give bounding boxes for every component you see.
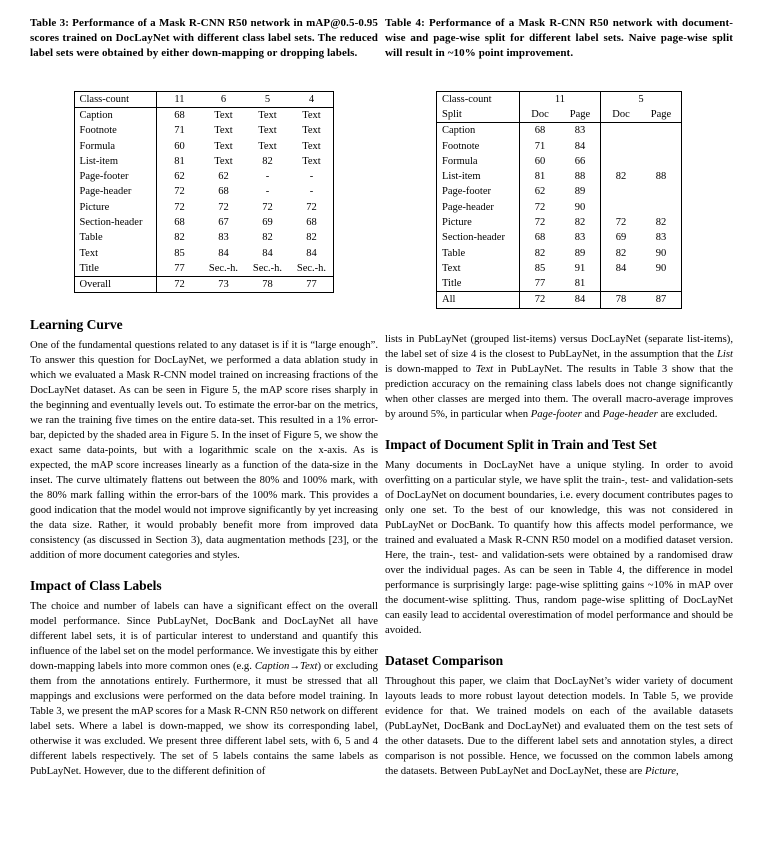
section-heading-learning-curve: Learning Curve [30, 317, 123, 333]
value-cell: 62 [174, 171, 185, 183]
table4-row [437, 246, 682, 261]
value-cell [641, 200, 682, 215]
row-label-cell: Table [74, 230, 157, 245]
table4-row [437, 200, 682, 215]
value-cell: 71 [174, 125, 185, 137]
table3-row [74, 169, 334, 184]
value-cell: 6 [201, 91, 245, 107]
value-cell: 84 [615, 262, 627, 274]
value-cell: 67 [218, 216, 229, 228]
value-cell: Sec.-h. [208, 262, 239, 274]
value-cell: - [265, 186, 270, 198]
value-cell: 72 [534, 216, 546, 228]
group-header-cell: 11 [519, 91, 600, 107]
row-label-cell: Page-header [437, 200, 520, 215]
value-cell: Text [214, 140, 233, 152]
value-cell: 82 [655, 216, 667, 228]
value-cell: 78 [600, 292, 641, 308]
row-label-cell: Formula [74, 139, 157, 154]
table3-body [74, 107, 334, 293]
value-cell [600, 139, 641, 154]
text-segment: Page-footer [530, 407, 582, 420]
value-cell: 5 [245, 91, 289, 107]
row-label-cell: List-item [437, 169, 520, 184]
value-cell: 81 [560, 276, 601, 292]
value-cell: 72 [306, 201, 317, 213]
value-cell: 81 [174, 155, 185, 167]
table4-row [437, 230, 682, 245]
value-cell: 72 [534, 201, 546, 213]
row-label-cell: Split [437, 107, 520, 123]
value-cell: 82 [262, 232, 273, 244]
row-label-cell: Picture [437, 215, 520, 230]
row-label-cell: Table [437, 246, 520, 261]
value-cell [600, 276, 641, 292]
value-cell: 88 [560, 169, 601, 184]
table4-header-row-1 [437, 91, 682, 107]
value-cell: 85 [534, 262, 546, 274]
value-cell: 77 [174, 262, 185, 274]
paragraph-learning-curve [30, 338, 378, 563]
table4-row [437, 123, 682, 139]
value-cell: - [309, 171, 314, 183]
value-cell: 62 [534, 186, 546, 198]
value-cell: 83 [218, 232, 229, 244]
row-label-cell: Page-header [74, 184, 157, 199]
value-cell [641, 139, 682, 154]
value-cell [641, 123, 682, 139]
value-cell: 78 [245, 277, 289, 293]
table3-overall-row [74, 277, 334, 293]
table3-row [74, 200, 334, 215]
text-segment: lists in PubLayNet (grouped list-items) versus DocLayNet (separate list-items), the label set of size 4 is the closest to PubLayNet, in the assumption that the [385, 332, 733, 360]
value-cell: 72 [157, 277, 202, 293]
value-cell: 68 [534, 125, 546, 137]
text-segment: Page-header [602, 407, 658, 420]
text-segment: Throughout this paper, we claim that DocLayNet’s wider variety of document layouts leads to more robust layout detection models. In Table 5, we provide evidence for that. We trained models on each of the available datasets (PubLayNet, DocBank and DocLayNet) and evaluated them on the test sets of the other datasets. Due to the different label sets and annotation styles, a direct comparison is not possible. Hence, we focussed on the common labels among the datasets. Between PubLayNet and DocLayNet, these are [385, 674, 733, 777]
value-cell: Sec.-h. [296, 262, 327, 274]
table4-row [437, 184, 682, 199]
value-cell: 68 [174, 109, 185, 121]
value-cell: 60 [534, 155, 546, 167]
value-cell: 84 [560, 139, 601, 154]
row-label-cell: Page-footer [437, 184, 520, 199]
value-cell [600, 123, 641, 139]
table3-row [74, 261, 334, 277]
table4-body [437, 123, 682, 309]
value-cell: 85 [174, 247, 185, 259]
row-label-cell: Class-count [437, 91, 520, 107]
value-cell: 68 [306, 216, 317, 228]
value-cell: Page [560, 107, 601, 123]
value-cell: 77 [534, 278, 546, 290]
value-cell: 83 [560, 123, 601, 139]
value-cell: 90 [655, 262, 667, 274]
row-label-cell: Footnote [437, 139, 520, 154]
value-cell: 68 [174, 216, 185, 228]
row-label-cell: List-item [74, 154, 157, 169]
table3-row [74, 154, 334, 169]
row-label-cell: Section-header [437, 230, 520, 245]
value-cell: 72 [174, 201, 185, 213]
table3-row [74, 230, 334, 245]
value-cell: Text [214, 109, 233, 121]
value-cell: 88 [655, 171, 667, 183]
row-label-cell: Picture [74, 200, 157, 215]
value-cell [641, 154, 682, 169]
row-label-cell: Title [437, 276, 520, 292]
paragraph-impact-class-labels [30, 599, 378, 779]
value-cell: 68 [534, 232, 546, 244]
value-cell: Doc [519, 107, 560, 123]
row-label-cell: Page-footer [74, 169, 157, 184]
value-cell: 68 [218, 186, 229, 198]
value-cell: 66 [560, 154, 601, 169]
table3 [74, 91, 335, 294]
value-cell: 69 [615, 232, 627, 244]
value-cell: 82 [174, 232, 185, 244]
table4-row [437, 261, 682, 276]
table4 [436, 91, 682, 309]
value-cell [641, 184, 682, 199]
text-segment: One of the fundamental questions related to any dataset is if it is “large enough”. To answer this question for DocLayNet, we performed a data ablation study in which we evaluated a Mask R-CNN model trained on increasing fractions of the DocLayNet dataset. As can be seen in Figure 5, the mAP score rises sharply in the beginning and eventually levels out. To estimate the error-bar on the metrics, we ran the training five times on the entire data-set. This resulted in a 1% error-bar, depicted by the shaded area in Figure 5. In the inset of Figure 5, we show the exact same data-points, but with a logarithmic scale on the x-axis. As is expected, the mAP score increases linearly as a function of the data-size in the inset. The curve ultimately flattens out between the 80% and 100% mark, with the 80% mark falling within the error-bars of the 100% mark. This provides a good indication that the model would not improve significantly by yet increasing the data size. Rather, it would probably benefit more from improved data consistency (as discussed in Section 3), data augmentation methods [23], or the addition of more document categories and styles. [30, 339, 379, 562]
value-cell: Text [214, 155, 233, 167]
value-cell: 72 [174, 186, 185, 198]
table3-row [74, 107, 334, 123]
table3-row [74, 123, 334, 138]
text-segment: The choice and number of labels can have a significant effect on the overall model performance. Since PubLayNet, DocBank and DocLayNet all have different label sets, it is of particular interest to understand and quantify this influence of the label set on the model performance. We investigate this by either down-mapping labels into more common ones (e.g. [30, 600, 378, 673]
value-cell: 82 [534, 247, 546, 259]
value-cell: 89 [560, 246, 601, 261]
value-cell: 89 [560, 184, 601, 199]
value-cell: 82 [615, 247, 627, 259]
value-cell: 90 [655, 247, 667, 259]
value-cell: 83 [560, 230, 601, 245]
section-heading-document-split: Impact of Document Split in Train and Test Set [385, 436, 657, 452]
value-cell: Text [302, 140, 321, 152]
table4-row [437, 154, 682, 169]
value-cell [600, 200, 641, 215]
table4-wrapper [385, 91, 733, 309]
value-cell: 87 [641, 292, 682, 308]
value-cell: Text [302, 155, 321, 167]
value-cell: Text [214, 125, 233, 137]
text-segment: Text [475, 362, 494, 375]
value-cell: 72 [262, 201, 273, 213]
value-cell: 60 [174, 140, 185, 152]
value-cell [641, 276, 682, 292]
right-column [385, 16, 733, 865]
table4-all-row [437, 292, 682, 308]
table3-header-row [74, 91, 334, 107]
table3-row [74, 246, 334, 261]
row-label-cell: Class-count [74, 91, 157, 107]
value-cell: 11 [157, 91, 202, 107]
table3-row [74, 184, 334, 199]
table4-row [437, 139, 682, 154]
table4-caption: Table 4: Performance of a Mask R-CNN R50 network with document-wise and page-wise split for different label sets. Naive page-wise split will result in ~10% point improvement. [385, 17, 733, 60]
row-label-cell: Title [74, 261, 157, 277]
text-segment: List [716, 347, 733, 360]
text-segment: are excluded. [657, 407, 718, 420]
value-cell: Text [258, 140, 277, 152]
table4-row [437, 276, 682, 292]
row-label-cell: All [437, 292, 520, 308]
value-cell: 72 [519, 292, 560, 308]
value-cell: - [309, 186, 314, 198]
text-segment: Caption→Text [254, 660, 318, 673]
value-cell: Page [641, 107, 682, 123]
value-cell: Text [302, 109, 321, 121]
text-segment: ) or excluding them from the annotations entirely. Furthermore, it must be stressed that all mappings and exclusions were performed on the data before model training. In Table 3, we present the mAP scores for a Mask R-CNN R50 network on different label sets. Where a label is down-mapped, we show its corresponding label, otherwise it was excluded. We present three different label sets, with 6, 5 and 4 different labels respectively. The set of 5 labels contains the same labels as PubLayNet. However, due to the different definition of [30, 660, 378, 778]
value-cell [600, 184, 641, 199]
text-segment: in PubLayNet. The results in Table 3 show that the prediction accuracy on the remaining class labels does not change significantly when other classes are merged into them. The overall macro-average improves by around 5%, in particular when [385, 362, 733, 420]
value-cell: 84 [306, 247, 317, 259]
row-label-cell: Text [74, 246, 157, 261]
value-cell: 69 [262, 216, 273, 228]
value-cell: Doc [600, 107, 641, 123]
row-label-cell: Text [437, 261, 520, 276]
value-cell: 84 [560, 292, 601, 308]
text-segment: is down-mapped to [385, 362, 476, 375]
paragraph-document-split [385, 458, 733, 638]
section-heading-impact-class-labels: Impact of Class Labels [30, 578, 162, 594]
value-cell: 82 [560, 215, 601, 230]
table3-row [74, 139, 334, 154]
table4-header-row-2 [437, 107, 682, 123]
text-segment: , [676, 764, 679, 777]
paragraph-class-labels-continued [385, 332, 733, 422]
group-header-cell: 5 [638, 93, 644, 105]
table3-caption: Table 3: Performance of a Mask R-CNN R50 network in mAP@0.5-0.95 scores trained on DocLayNet with different class label sets. The reduced label sets were obtained by either down-mapping or dropping labels. [30, 17, 378, 60]
value-cell: 82 [615, 171, 627, 183]
text-segment: Many documents in DocLayNet have a unique styling. In order to avoid overfitting on a particular style, we have split the train-, test- and validation-sets of DocLayNet on document boundaries, i.e. every document contributes pages to only one set. To the best of our knowledge, this was not considered in PubLayNet or DocBank. To quantify how this affects model performance, we trained and evaluated a Mask R-CNN R50 model on a modified dataset version. Here, the train-, test- and validation-sets were obtained by a randomised draw over the individual pages. As can be seen in Table 4, the difference in model performance is surprisingly large: page-wise splitting gains ~10% in mAP over the document-wise splitting. Thus, random page-wise splitting of DocLayNet can easily lead to accidental overestimation of model performance and should be avoided. [385, 458, 733, 636]
table4-row [437, 215, 682, 230]
table3-wrapper [30, 91, 378, 294]
value-cell: 81 [534, 171, 546, 183]
row-label-cell: Section-header [74, 215, 157, 230]
table3-row [74, 215, 334, 230]
value-cell: 73 [201, 277, 245, 293]
value-cell [600, 154, 641, 169]
value-cell: 4 [289, 91, 334, 107]
value-cell: 71 [534, 140, 546, 152]
value-cell: 84 [262, 247, 273, 259]
value-cell: 91 [560, 261, 601, 276]
value-cell: 72 [218, 201, 229, 213]
value-cell: 77 [289, 277, 334, 293]
table4-row [437, 169, 682, 184]
value-cell: - [265, 171, 270, 183]
row-label-cell: Overall [74, 277, 157, 293]
value-cell: Sec.-h. [252, 262, 283, 274]
row-label-cell: Caption [74, 107, 157, 123]
value-cell: 82 [262, 155, 273, 167]
text-segment: Picture [644, 764, 677, 777]
left-column [30, 16, 378, 865]
value-cell: 72 [615, 216, 627, 228]
paragraph-dataset-comparison [385, 674, 733, 779]
row-label-cell: Formula [437, 154, 520, 169]
value-cell: 82 [306, 232, 317, 244]
section-heading-dataset-comparison: Dataset Comparison [385, 652, 504, 668]
row-label-cell: Footnote [74, 123, 157, 138]
value-cell: 84 [218, 247, 229, 259]
value-cell: 62 [218, 171, 229, 183]
text-segment: and [581, 407, 603, 420]
value-cell: Text [258, 125, 277, 137]
value-cell: Text [302, 125, 321, 137]
value-cell: 90 [560, 200, 601, 215]
value-cell: Text [258, 109, 277, 121]
value-cell: 83 [655, 232, 667, 244]
row-label-cell: Caption [437, 123, 520, 139]
